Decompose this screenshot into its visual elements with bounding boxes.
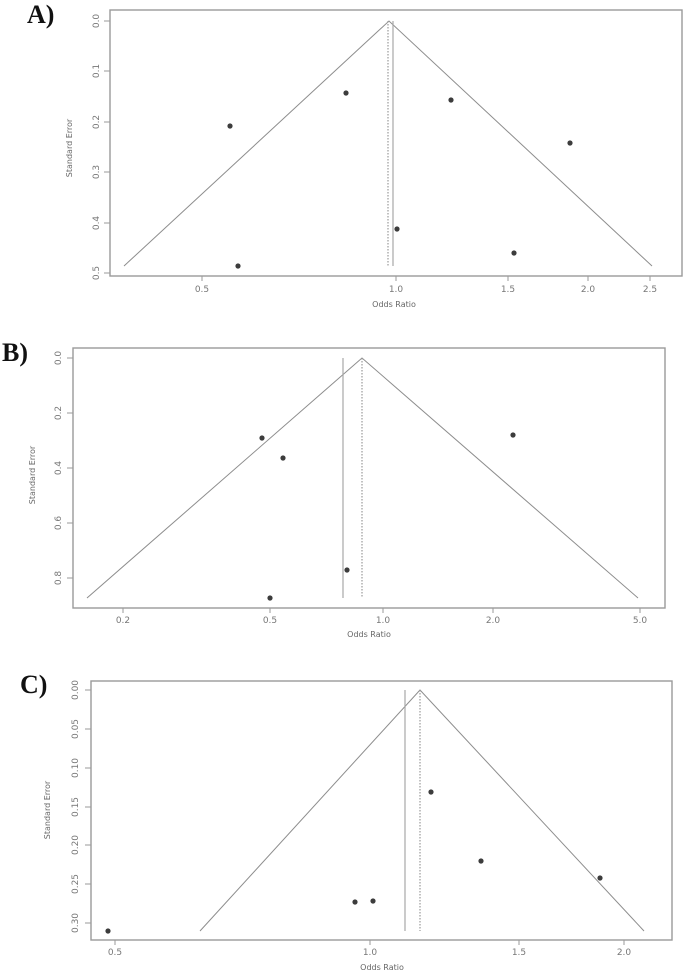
svg-text:0.5: 0.5 xyxy=(194,285,210,295)
svg-text:0.2: 0.2 xyxy=(115,616,131,626)
svg-text:0.20: 0.20 xyxy=(71,834,81,856)
svg-text:0.5: 0.5 xyxy=(262,616,278,626)
svg-text:0.4: 0.4 xyxy=(92,215,102,231)
svg-text:5.0: 5.0 xyxy=(632,616,648,626)
plot-area-c xyxy=(0,640,685,974)
svg-text:0.8: 0.8 xyxy=(54,570,64,586)
svg-text:1.5: 1.5 xyxy=(500,285,516,295)
svg-text:0.3: 0.3 xyxy=(92,164,102,180)
svg-text:0.1: 0.1 xyxy=(92,63,102,79)
svg-text:0.30: 0.30 xyxy=(71,912,81,934)
svg-text:0.25: 0.25 xyxy=(71,873,81,895)
svg-text:0.2: 0.2 xyxy=(92,114,102,130)
x-axis-b xyxy=(116,608,648,639)
y-axis-label: Standard Error xyxy=(28,445,37,505)
svg-text:2.0: 2.0 xyxy=(485,616,501,626)
funnel-plot-c xyxy=(0,640,685,974)
panel-label-b: B) xyxy=(2,338,28,367)
x-axis-c xyxy=(108,940,632,972)
svg-text:0.2: 0.2 xyxy=(54,405,64,421)
svg-text:0.15: 0.15 xyxy=(71,796,81,818)
x-axis-label: Odds Ratio xyxy=(360,963,404,972)
y-axis-c xyxy=(43,680,91,933)
svg-text:2.5: 2.5 xyxy=(642,285,658,295)
svg-text:0.05: 0.05 xyxy=(71,718,81,740)
svg-text:0.10: 0.10 xyxy=(71,757,81,779)
x-axis-label: Odds Ratio xyxy=(372,300,416,309)
svg-text:2.0: 2.0 xyxy=(580,285,596,295)
x-axis-label: Odds Ratio xyxy=(347,630,391,639)
panel-label-a: A) xyxy=(27,0,55,29)
funnel-plot-a xyxy=(0,0,685,320)
svg-text:1.5: 1.5 xyxy=(511,948,527,958)
svg-text:0.6: 0.6 xyxy=(54,515,64,531)
y-axis-label: Standard Error xyxy=(43,780,52,840)
data-points xyxy=(227,90,572,268)
y-axis-a xyxy=(65,14,110,281)
svg-text:0.4: 0.4 xyxy=(54,460,64,476)
x-axis-a xyxy=(195,276,657,309)
svg-text:0.0: 0.0 xyxy=(54,350,64,366)
y-axis-b xyxy=(28,351,73,586)
svg-text:0.00: 0.00 xyxy=(71,679,81,701)
svg-text:2.0: 2.0 xyxy=(616,948,632,958)
svg-text:0.0: 0.0 xyxy=(92,13,102,29)
svg-text:0.5: 0.5 xyxy=(107,948,123,958)
data-points xyxy=(105,789,602,933)
funnel-triangle xyxy=(200,690,644,931)
plot-frame xyxy=(91,681,672,940)
y-axis-label: Standard Error xyxy=(65,118,74,178)
plot-area-b xyxy=(0,330,685,640)
plot-frame xyxy=(73,348,665,608)
svg-text:1.0: 1.0 xyxy=(388,285,404,295)
svg-text:1.0: 1.0 xyxy=(375,616,391,626)
panel-label-c: C) xyxy=(20,670,48,699)
plot-area-a xyxy=(0,0,685,320)
svg-text:0.5: 0.5 xyxy=(92,265,102,281)
svg-text:1.0: 1.0 xyxy=(362,948,378,958)
funnel-plot-b xyxy=(0,330,685,640)
plot-frame xyxy=(110,10,682,276)
